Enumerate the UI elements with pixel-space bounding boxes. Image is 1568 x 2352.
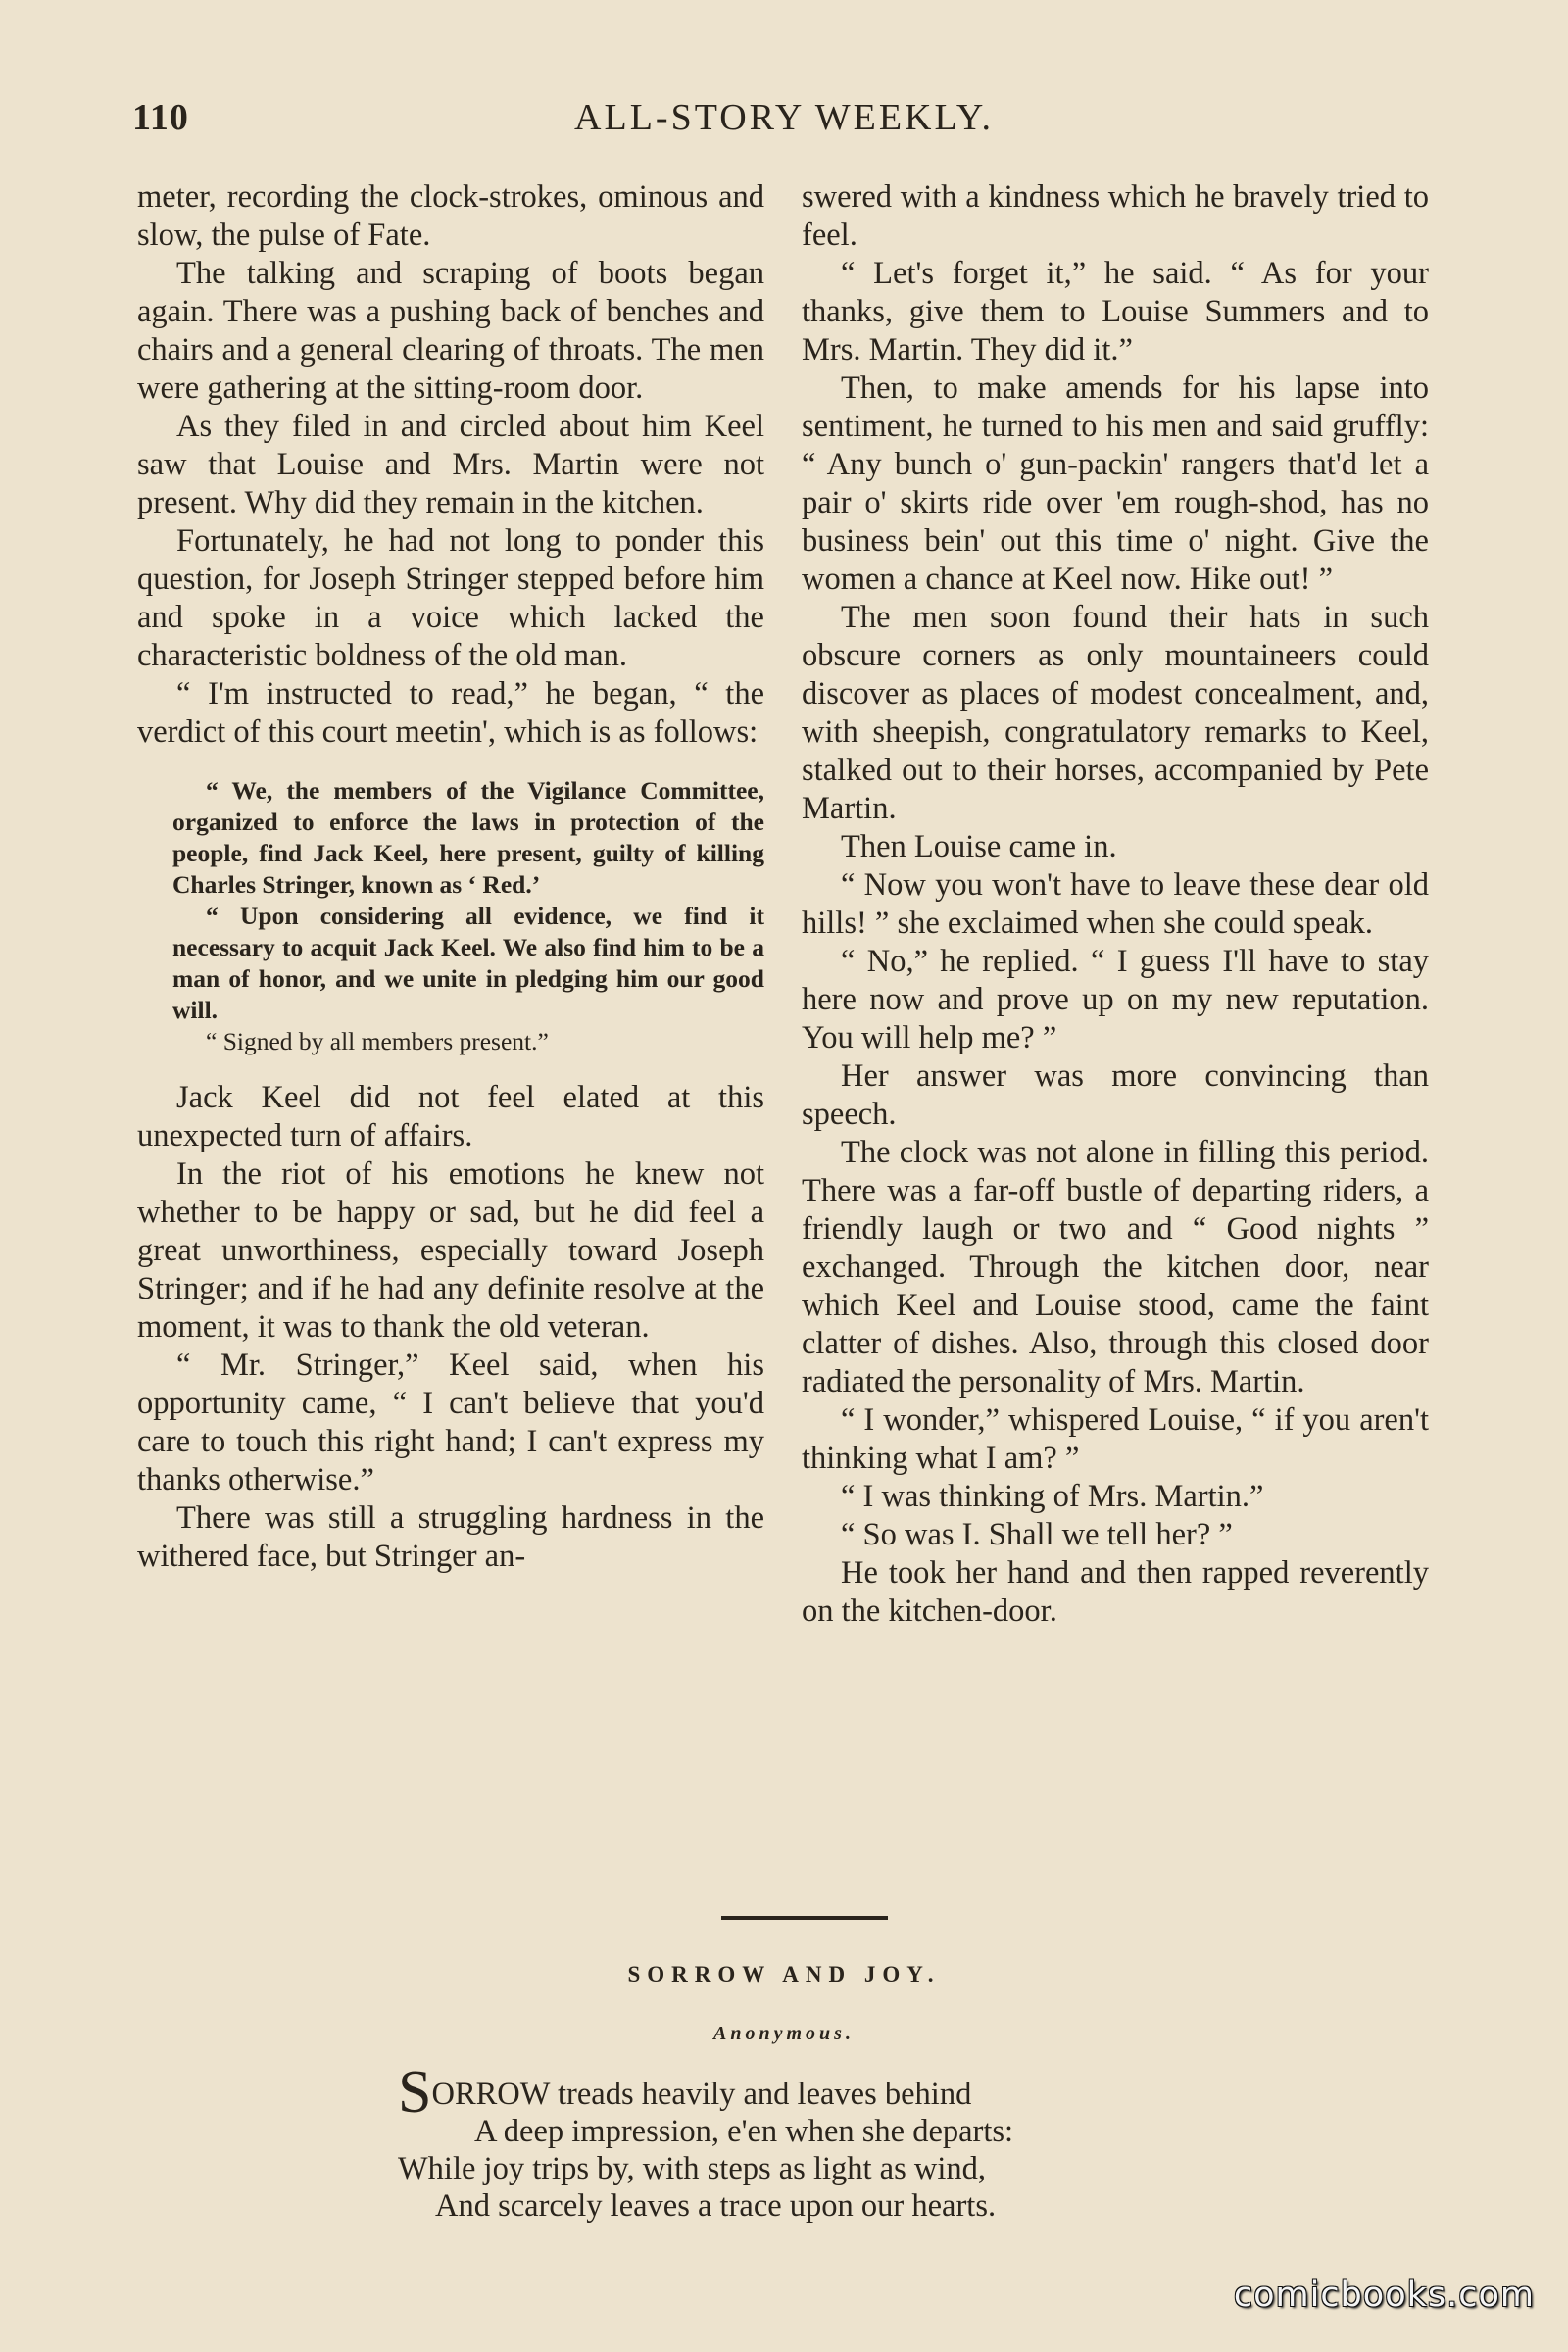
poem-line: While joy trips by, with steps as light as wind, xyxy=(398,2151,986,2186)
paragraph: The talking and scraping of boots began again. There was a pushing back of benches and chairs and a general clearing of throats. The men were gathering at the sitting-room door. xyxy=(137,256,764,406)
poem-line: And scarcely leaves a trace upon our hearts. xyxy=(435,2188,997,2224)
watermark-logo: comicbooks.com xyxy=(1233,2276,1535,2315)
paragraph: In the riot of his emotions he knew not whether to be happy or sad, but he did feel a great unworthiness, especially toward Joseph Stringer; and if he had any definite resolve at the moment, it was to thank the old veteran. xyxy=(137,1156,764,1345)
paragraph: Fortunately, he had not long to ponder this question, for Joseph Stringer stepped before him and spoke in a voice which lacked the characteristic boldness of the old man. xyxy=(137,523,764,673)
paragraph: “ Mr. Stringer,” Keel said, when his opportunity came, “ I can't believe that you'd care to touch this right hand; I can't express my thanks otherwise.” xyxy=(137,1348,764,1497)
page-number: 110 xyxy=(132,97,189,138)
poem xyxy=(398,2059,1280,2225)
paragraph: “ Let's forget it,” he said. “ As for your thanks, give them to Louise Summers and to Mrs. Martin. They did it.” xyxy=(802,256,1429,368)
poem-title: SORROW AND JOY. xyxy=(627,1962,941,1986)
paragraph: There was still a struggling hardness in the withered face, but Stringer an- xyxy=(137,1500,764,1574)
paragraph: swered with a kindness which he bravely tried to feel. xyxy=(802,179,1429,253)
section-divider xyxy=(721,1916,888,1920)
verdict-paragraph: “ We, the members of the Vigilance Committee, organized to enforce the laws in protection of the people, find Jack Keel, here present, guilty of killing Charles Stringer, known as ‘ Red.’ xyxy=(172,776,764,899)
paragraph: “ No,” he replied. “ I guess I'll have to stay here now and prove up on my new reputation. You will help me? ” xyxy=(802,944,1429,1055)
paragraph: Jack Keel did not feel elated at this unexpected turn of affairs. xyxy=(137,1080,764,1153)
paragraph: The clock was not alone in filling this period. There was a far-off bustle of departing riders, a friendly laugh or two and “ Good nights ” exchanged. Through the kitchen door, near which Keel and Louise stood, came the faint clatter of dishes. Also, through this closed door radiated the personality of Mrs. Martin. xyxy=(802,1135,1429,1399)
paragraph: He took her hand and then rapped reverently on the kitchen-door. xyxy=(802,1555,1429,1629)
page-header xyxy=(0,96,1568,151)
paragraph: “ Now you won't have to leave these dear old hills! ” she exclaimed when she could speak. xyxy=(802,867,1429,941)
verdict-quote xyxy=(172,775,764,1057)
paragraph: meter, recording the clock-strokes, ominous and slow, the pulse of Fate. xyxy=(137,179,764,253)
poem-author: Anonymous. xyxy=(713,2023,855,2044)
paragraph: “ I was thinking of Mrs. Martin.” xyxy=(841,1479,1264,1514)
poem-line: A deep impression, e'en when she departs: xyxy=(474,2114,1014,2149)
paragraph: Her answer was more convincing than speech. xyxy=(802,1058,1429,1132)
left-column xyxy=(137,178,764,1576)
paragraph: “ I'm instructed to read,” he began, “ the verdict of this court meetin', which is as follows: xyxy=(137,676,764,750)
paragraph: Then, to make amends for his lapse into sentiment, he turned to his men and said gruffly: “ Any bunch o' gun-packin' rangers that'd let a pair o' skirts ride over 'em rough-shod, has no business bein' out this time o' night. Give the women a chance at Keel now. Hike out! ” xyxy=(802,370,1429,597)
paragraph: As they filed in and circled about him Keel saw that Louise and Mrs. Martin were not present. Why did they remain in the kitchen. xyxy=(137,409,764,520)
drop-cap: S xyxy=(398,2059,432,2126)
poem-line-text: ORROW treads heavily and leaves behind xyxy=(431,2077,972,2112)
verdict-signature: “ Signed by all members present.” xyxy=(206,1027,549,1055)
paragraph: “ So was I. Shall we tell her? ” xyxy=(841,1517,1233,1552)
paragraph: Then Louise came in. xyxy=(841,829,1117,864)
verdict-paragraph: “ Upon considering all evidence, we find it necessary to acquit Jack Keel. We also find him to be a man of honor, and we unite in pledging him our good will. xyxy=(172,902,764,1024)
paragraph: “ I wonder,” whispered Louise, “ if you aren't thinking what I am? ” xyxy=(802,1402,1429,1476)
right-column xyxy=(802,178,1429,1631)
paragraph: The men soon found their hats in such obscure corners as only mountaineers could discover as places of modest concealment, and, with sheepish, congratulatory remarks to Keel, stalked out to their horses, accompanied by Pete Martin. xyxy=(802,600,1429,826)
running-head: ALL-STORY WEEKLY. xyxy=(574,97,994,138)
poem-line xyxy=(398,2059,1280,2126)
